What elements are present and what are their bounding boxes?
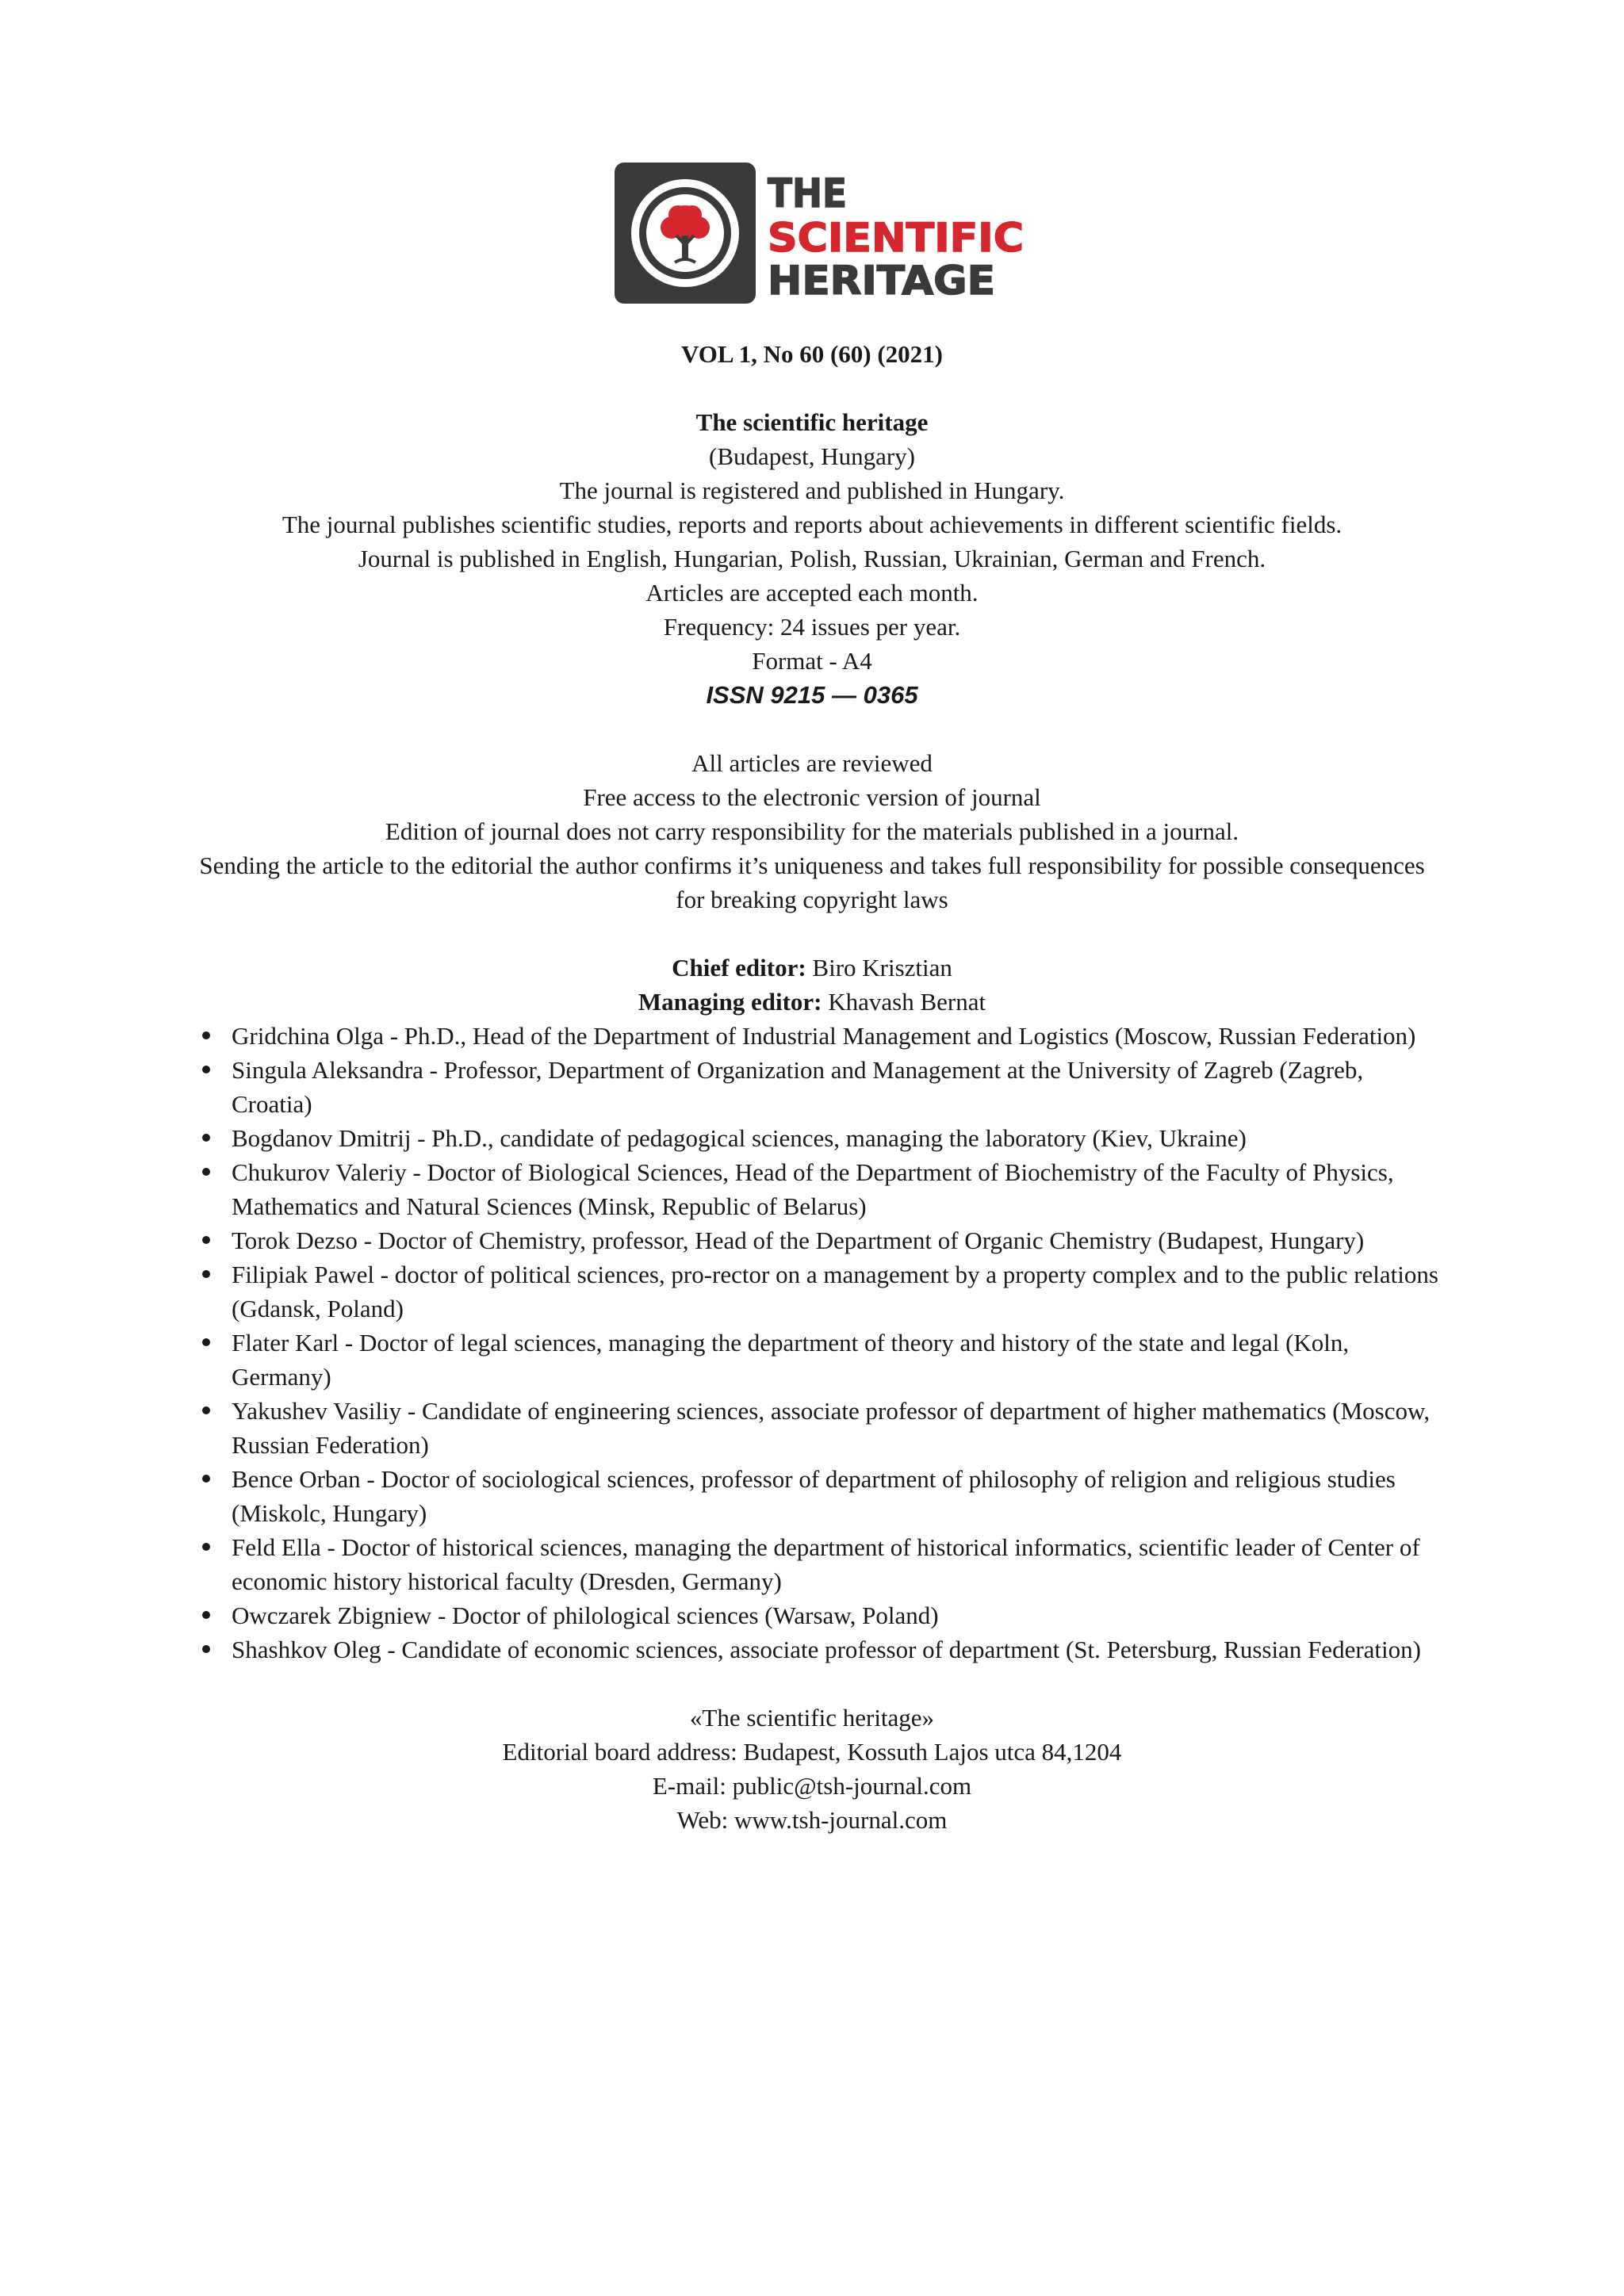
volume-info: VOL 1, No 60 (60) (2021) xyxy=(680,340,944,368)
info-line: Articles are accepted each month. xyxy=(645,579,979,607)
footer-email: E-mail: public@tsh-journal.com xyxy=(652,1772,972,1800)
journal-title: The scientific heritage xyxy=(695,408,929,436)
chief-editor xyxy=(182,951,1442,985)
notice-line: All articles are reviewed xyxy=(691,749,933,777)
footer-journal-name: «The scientific heritage» xyxy=(689,1704,935,1732)
info-line: The journal publishes scientific studies, reports and reports about achievements in different scientific fields. xyxy=(282,511,1342,538)
logo-line1: THE xyxy=(768,170,847,216)
issn: ISSN 9215 — 0365 xyxy=(706,681,918,709)
notice-line: Sending the article to the editorial the author confirms it’s uniqueness and takes full responsibility for possible consequences for breaking copyright laws xyxy=(199,851,1425,913)
notice-line: Edition of journal does not carry responsibility for the materials published in a journal. xyxy=(385,817,1239,845)
logo-line3: HERITAGE xyxy=(768,258,995,304)
board-member: Gridchina Olga - Ph.D., Head of the Department of Industrial Management and Logistics (Moscow, Russian Federation) xyxy=(182,1019,1442,1053)
board-member: Filipiak Pawel - doctor of political sciences, pro-rector on a management by a property complex and to the public relations (Gdansk, Poland) xyxy=(182,1257,1442,1326)
board-member: Bence Orban - Doctor of sociological sciences, professor of department of philosophy of religion and religious studies (Miskolc, Hungary) xyxy=(182,1462,1442,1530)
footer-web: Web: www.tsh-journal.com xyxy=(676,1806,948,1834)
info-line: The journal is registered and published in Hungary. xyxy=(559,476,1065,504)
board-member: Bogdanov Dmitrij - Ph.D., candidate of pedagogical sciences, managing the laboratory (Kiev, Ukraine) xyxy=(182,1121,1442,1155)
journal-location: (Budapest, Hungary) xyxy=(709,442,915,470)
managing-editor-label: Managing editor: xyxy=(638,988,822,1016)
logo-line2: SCIENTIFIC xyxy=(768,215,1024,261)
managing-editor-name: Khavash Bernat xyxy=(828,988,986,1016)
notice-line: Free access to the electronic version of journal xyxy=(583,783,1041,811)
footer-address: Editorial board address: Budapest, Kossuth Lajos utca 84,1204 xyxy=(502,1738,1122,1766)
managing-editor xyxy=(182,985,1442,1019)
editorial-board-list xyxy=(182,1019,1442,1667)
board-member: Owczarek Zbigniew - Doctor of philological sciences (Warsaw, Poland) xyxy=(182,1598,1442,1632)
info-line: Format - A4 xyxy=(752,647,872,675)
board-member: Flater Karl - Doctor of legal sciences, managing the department of theory and history of the state and legal (Koln, Germany) xyxy=(182,1326,1442,1394)
board-member: Chukurov Valeriy - Doctor of Biological Sciences, Head of the Department of Biochemistry of the Faculty of Physics, Mathematics and Natural Sciences (Minsk, Republic of Belarus) xyxy=(182,1155,1442,1223)
board-member: Yakushev Vasiliy - Candidate of engineering sciences, associate professor of department of higher mathematics (Moscow, Russian Federation) xyxy=(182,1394,1442,1462)
imprint-page xyxy=(182,337,1442,1837)
board-member: Torok Dezso - Doctor of Chemistry, professor, Head of the Department of Organic Chemistry (Budapest, Hungary) xyxy=(182,1223,1442,1257)
chief-editor-name: Biro Krisztian xyxy=(812,954,952,982)
board-member: Singula Aleksandra - Professor, Department of Organization and Management at the University of Zagreb (Zagreb, Croatia) xyxy=(182,1053,1442,1121)
journal-logo xyxy=(615,163,1031,304)
board-member: Shashkov Oleg - Candidate of economic sciences, associate professor of department (St. Petersburg, Russian Federation) xyxy=(182,1632,1442,1667)
chief-editor-label: Chief editor: xyxy=(672,954,806,982)
info-line: Journal is published in English, Hungarian, Polish, Russian, Ukrainian, German and French. xyxy=(358,545,1266,572)
info-line: Frequency: 24 issues per year. xyxy=(663,613,961,641)
board-member: Feld Ella - Doctor of historical sciences, managing the department of historical informatics, scientific leader of Center of economic history historical faculty (Dresden, Germany) xyxy=(182,1530,1442,1598)
